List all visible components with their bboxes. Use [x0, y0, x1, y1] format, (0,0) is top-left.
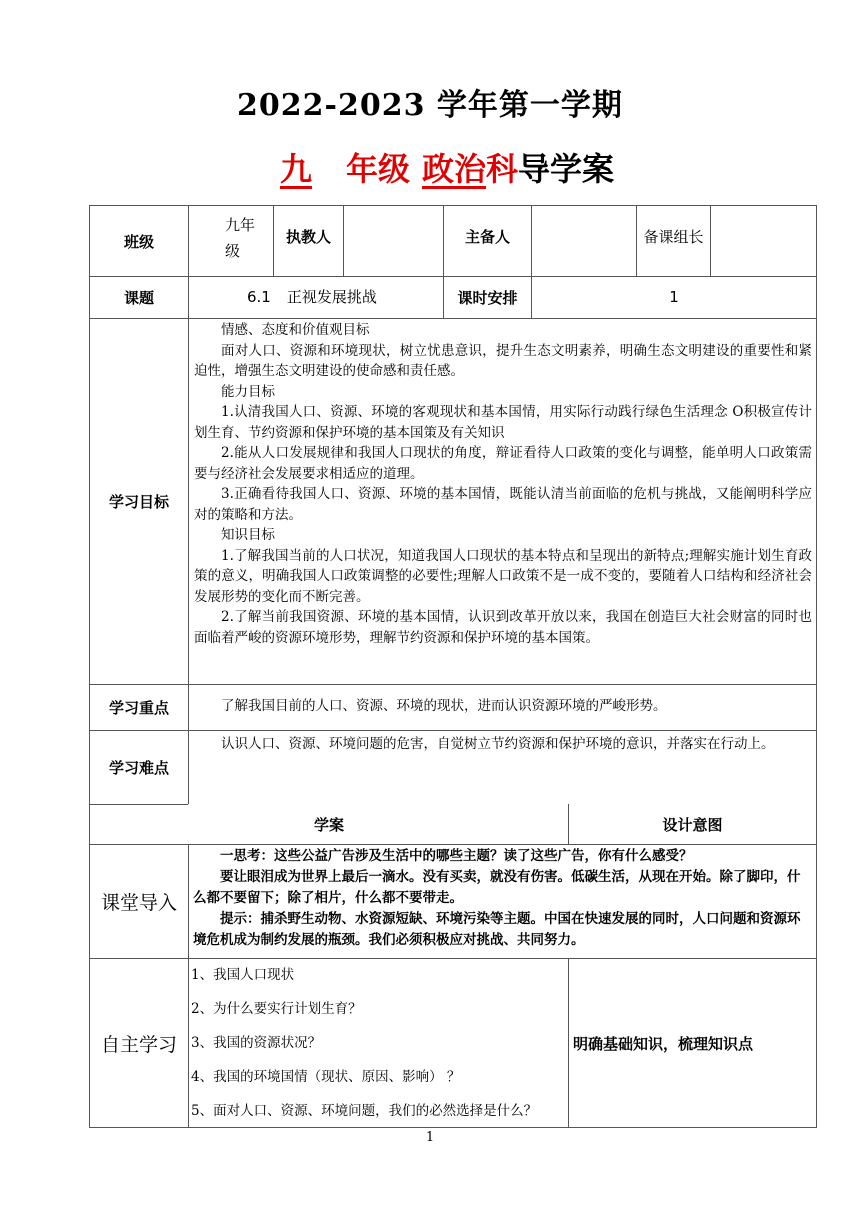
subject-suffix: 科 — [486, 150, 519, 188]
topic-title: 正视发展挑战 — [286, 288, 377, 306]
question-item: 5、面对人口、资源、环境问题，我们的必然选择是什么？ — [191, 1103, 538, 1119]
preparer-label: 主备人 — [464, 228, 510, 246]
question-item: 4、我国的环境国情（现状、原因、影响） ？ — [191, 1069, 461, 1085]
objective-paragraph: 2.了解当前我国资源、环境的基本国情，认识到改革开放以来，我国在创造巨大社会财富的同时也面临着严峻的资源环境形势，理解节约资源和保护环境的基本国策。 — [194, 609, 812, 646]
question-item: 2、为什么要实行计划生育？ — [191, 1001, 362, 1017]
topic-number: 6.1 — [247, 288, 271, 306]
teacher-label: 执教人 — [285, 228, 331, 246]
document-title: 2022-2023 学年第一学期 — [237, 88, 623, 123]
objectives-label: 学习目标 — [108, 492, 169, 511]
schedule-value: 1 — [669, 288, 679, 306]
grade-suffix: 年级 — [345, 150, 410, 188]
self-study-intent: 明确基础知识，梳理知识点 — [573, 1034, 754, 1053]
difficulties-content — [189, 730, 816, 804]
topic-value — [189, 276, 443, 318]
intro-paragraph: 一思考：这些公益广告涉及生活中的哪些主题？读了这些广告，你有什么感受？ — [220, 848, 693, 864]
leader-label: 备课组长 — [643, 228, 704, 246]
self-study-questions — [189, 958, 568, 1128]
grade-field: 九 — [279, 150, 312, 188]
question-item: 1、我国人口现状 — [191, 967, 295, 983]
objective-paragraph: 面对人口、资源和环境现状，树立忧患意识，提升生态文明素养，明确生态文明建设的重要性和紧迫性，增强生态文明建设的使命感和责任感。 — [194, 342, 812, 379]
objective-paragraph: 能力目标 — [221, 383, 275, 400]
self-study-label: 自主学习 — [100, 1033, 177, 1056]
objective-paragraph: 1.了解我国当前的人口状况，知道我国人口现状的基本特点和呈现出的新特点;理解实施计划生育政策的意义，明确我国人口政策调整的必要性;理解人口政策不是一成不变的，要随着人口结构和经济社会发展形势的变化而不断完善。 — [194, 547, 812, 605]
key-points-label: 学习重点 — [108, 698, 169, 717]
intent-header: 设计意图 — [662, 815, 723, 834]
difficulties-text: 认识人口、资源、环境问题的危害，自觉树立节约资源和保护环境的意识，并落实在行动上。 — [221, 736, 775, 752]
class-label: 班级 — [123, 232, 154, 251]
difficulties-label: 学习难点 — [108, 758, 169, 777]
doc-type: 导学案 — [518, 150, 615, 188]
topic-label: 课题 — [123, 288, 154, 307]
lesson-plan-table — [89, 205, 817, 1128]
document-subtitle — [0, 144, 860, 190]
objective-paragraph: 知识目标 — [221, 527, 275, 543]
page-number: 1 — [425, 1130, 435, 1145]
leader-value[interactable] — [711, 206, 816, 276]
intro-paragraph: 要让眼泪成为世界上最后一滴水。没有买卖，就没有伤害。低碳生活，从现在开始。除了脚印，什么都不要留下；除了相片，什么都不要带走。 — [193, 869, 801, 906]
intro-content — [189, 844, 816, 958]
objective-paragraph: 2.能从人口发展规律和我国人口现状的角度，辩证看待人口政策的变化与调整，能单明人口政策需要与经济社会发展要求相适应的道理。 — [194, 445, 812, 482]
objective-paragraph: 1.认清我国人口、资源、环境的客观现状和基本国情，用实际行动践行绿色生活理念 O积极宣传计划生育、节约资源和保护环境的基本国策及有关知识 — [194, 404, 812, 441]
objectives-content — [189, 318, 816, 684]
teacher-value[interactable] — [344, 206, 443, 276]
objective-paragraph: 3.正确看待我国人口、资源、环境的基本国情，既能认清当前面临的危机与挑战，又能阐明科学应对的策略和方法。 — [194, 486, 812, 523]
subject-field: 政治 — [421, 150, 486, 188]
intro-paragraph: 提示：捕杀野生动物、水资源短缺、环境污染等主题。中国在快速发展的同时，人口问题和资源环境危机成为制约发展的瓶颈。我们必须积极应对挑战、共同努力。 — [193, 911, 801, 948]
preparer-value[interactable] — [532, 206, 636, 276]
plan-header: 学案 — [313, 815, 344, 834]
schedule-label: 课时安排 — [457, 288, 518, 307]
intro-label: 课堂导入 — [100, 891, 177, 914]
class-value: 九年级 — [225, 216, 256, 260]
key-points-content — [189, 684, 816, 730]
question-item: 3、我国的资源状况？ — [191, 1035, 322, 1051]
objective-paragraph: 情感、态度和价值观目标 — [221, 322, 370, 338]
key-points-text: 了解我国目前的人口、资源、环境的现状，进而认识资源环境的严峻形势。 — [221, 698, 667, 714]
